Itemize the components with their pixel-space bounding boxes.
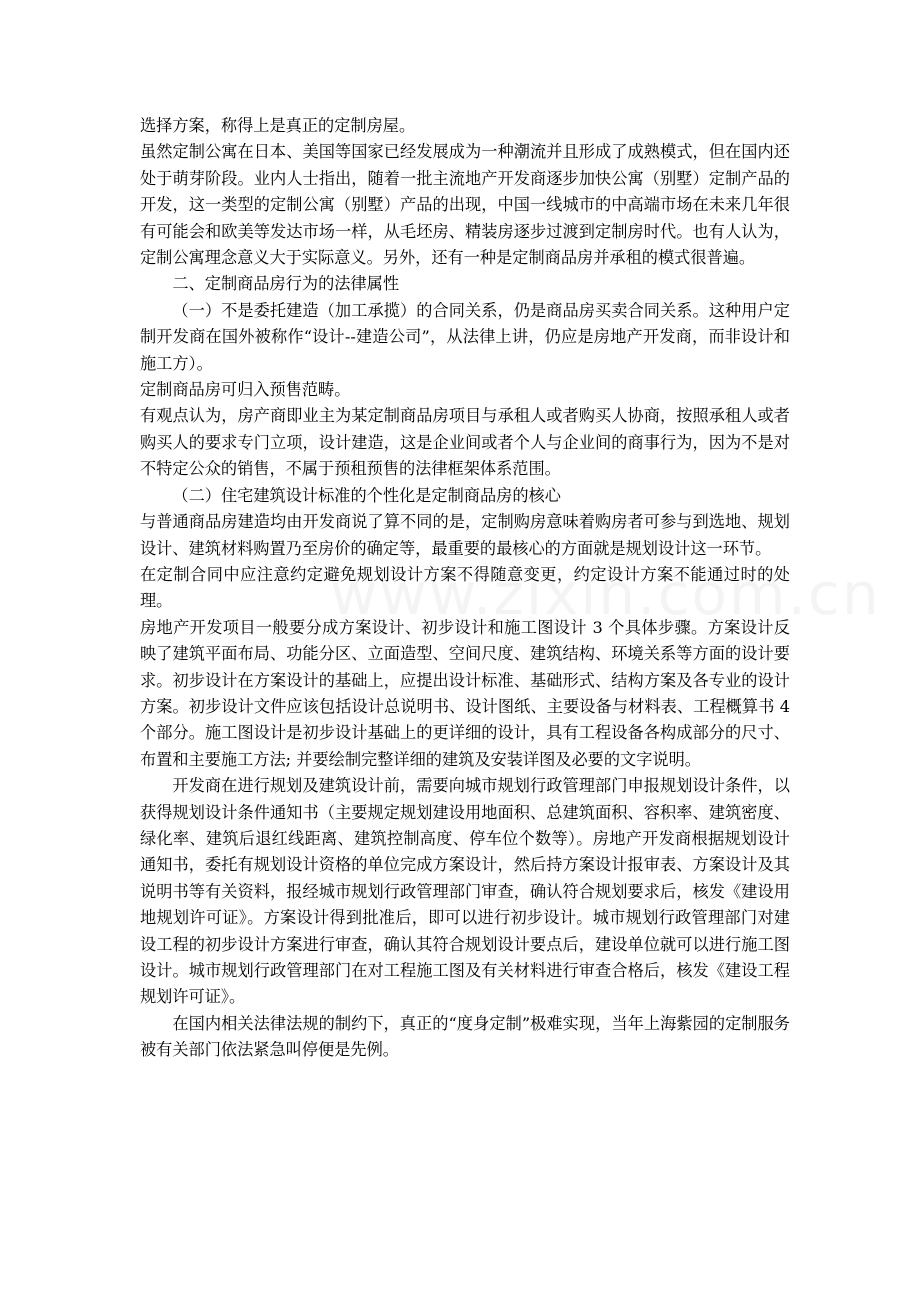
paragraph-1: 选择方案，称得上是真正的定制房屋。 xyxy=(140,116,416,135)
document-body xyxy=(140,113,790,1064)
paragraph-presale: 定制商品房可归入预售范畴。 xyxy=(140,380,351,400)
paragraph-viewpoint: 有观点认为，房产商即业主为某定制商品房项目与承租人或者购买人协商，按照承租人或者购买人的要求专门立项，设计建造，这是企业间或者个人与企业间的商事行为，因为不是对不特定公众的销售，不属于预租预售的法律框架体系范围。 xyxy=(140,406,790,479)
paragraph-planning-core: 与普通商品房建造均由开发商说了算不同的是，定制购房意味着购房者可参与到选地、规划设计、建筑材料购置乃至房价的确定等，最重要的最核心的方面就是规划设计这一环节。 xyxy=(140,512,790,558)
subsection-heading-2: （二）住宅建筑设计标准的个性化是定制商品房的核心 xyxy=(172,485,561,505)
subsection-heading-1: （一）不是委托建造（加工承揽）的合同关系，仍是商品房买卖合同关系。这种用户定制开发商在国外被称作“设计--建造公司”，从法律上讲，仍应是房地产开发商，而非设计和施工方）。 xyxy=(140,300,790,373)
paragraph-approval-process: 开发商在进行规划及建筑设计前，需要向城市规划行政管理部门申报规划设计条件，以获得规划设计条件通知书（主要规定规划建设用地面积、总建筑面积、容积率、建筑密度、绿化率、建筑后退红线距离、建筑控制高度、停车位个数等）。房地产开发商根据规划设计通知书，委托有规划设计资格的单位完成方案设计，然后持方案设计报审表、方案设计及其说明书等有关资料，报经城市规划行政管理部门审查，确认符合规划要求后，核发《建设用地规划许可证》。方案设计得到批准后，即可以进行初步设计。城市规划行政管理部门对建设工程的初步设计方案进行审查，确认其符合规划设计要点后，建设单位就可以进行施工图设计。城市规划行政管理部门在对工程施工图及有关材料进行审查合格后，核发《建设工程规划许可证》。 xyxy=(140,776,790,1007)
paragraph-conclusion: 在国内相关法律法规的制约下，真正的“度身定制”极难实现，当年上海紫园的定制服务被有关部门依法紧急叫停便是先例。 xyxy=(140,1013,790,1060)
paragraph-design-steps: 房地产开发项目一般要分成方案设计、初步设计和施工图设计 3 个具体步骤。方案设计反映了建筑平面布局、功能分区、立面造型、空间尺度、建筑结构、环境关系等方面的设计要求。初步设计在方案设计的基础上，应提出设计标准、基础形式、结构方案及各专业的设计方案。初步设计文件应该包括设计总说明书、设计图纸、主要设备与材料表、工程概算书 4 个部分。施工图设计是初步设计基础上的更详细的设计，具有工程设备各构成部分的尺寸、布置和主要施工方法; 并要绘制完整详细的建筑及安装详图及必要的文字说明。 xyxy=(140,617,790,769)
section-heading-legal-attributes: 二、定制商品房行为的法律属性 xyxy=(172,274,400,294)
paragraph-2: 虽然定制公寓在日本、美国等国家已经发展成为一种潮流并且形成了成熟模式，但在国内还处于萌芽阶段。业内人士指出，随着一批主流地产开发商逐步加快公寓（别墅）定制产品的开发，这一类型的定制公寓（别墅）产品的出现，中国一线城市的中高端市场在未来几年很有可能会和欧美等发达市场一样，从毛坯房、精装房逐步过渡到定制房时代。也有人认为，定制公寓理念意义大于实际意义。另外，还有一种是定制商品房并承租的模式很普遍。 xyxy=(140,142,790,268)
paragraph-contract-note: 在定制合同中应注意约定避免规划设计方案不得随意变更，约定设计方案不能通过时的处理。 xyxy=(140,564,790,611)
